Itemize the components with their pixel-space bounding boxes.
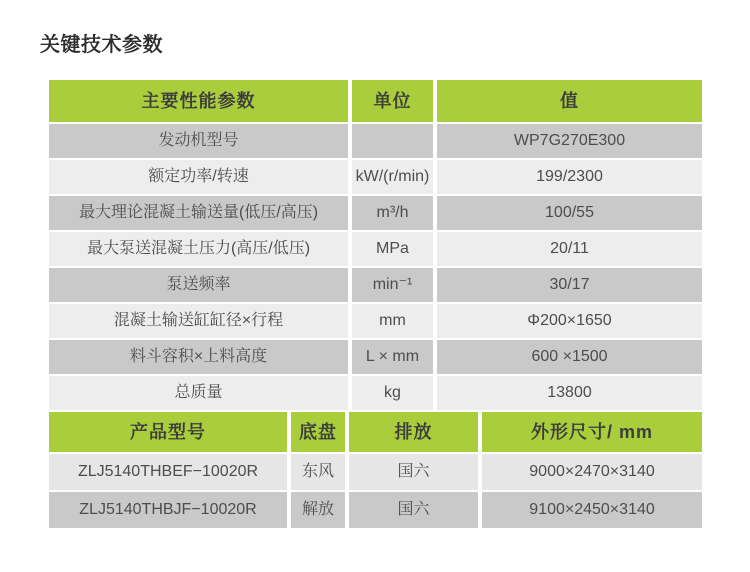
value-cell: 199/2300	[437, 160, 702, 194]
column-header-value: 值	[437, 80, 702, 122]
param-cell: 料斗容积×上料高度	[49, 340, 348, 374]
column-header-emission: 排放	[349, 412, 478, 452]
chassis-cell: 东风	[291, 454, 345, 490]
unit-cell: min⁻¹	[352, 268, 433, 302]
emission-cell: 国六	[349, 454, 478, 490]
unit-cell	[352, 124, 433, 158]
page-title: 关键技术参数	[40, 34, 163, 56]
column-header-parameter: 主要性能参数	[49, 80, 348, 122]
value-cell: 30/17	[437, 268, 702, 302]
param-cell: 总质量	[49, 376, 348, 410]
dimensions-cell: 9000×2470×3140	[482, 454, 702, 490]
chassis-cell: 解放	[291, 492, 345, 528]
value-cell: Φ200×1650	[437, 304, 702, 338]
param-cell: 最大泵送混凝土压力(高压/低压)	[49, 232, 348, 266]
unit-cell: kg	[352, 376, 433, 410]
column-header-model: 产品型号	[49, 412, 287, 452]
product-table	[49, 412, 702, 528]
unit-cell: kW/(r/min)	[352, 160, 433, 194]
column-header-dimensions: 外形尺寸/ mm	[482, 412, 702, 452]
unit-cell: L × mm	[352, 340, 433, 374]
value-cell: WP7G270E300	[437, 124, 702, 158]
param-cell: 混凝土输送缸缸径×行程	[49, 304, 348, 338]
param-cell: 泵送频率	[49, 268, 348, 302]
model-cell: ZLJ5140THBJF−10020R	[49, 492, 287, 528]
spec-table	[49, 80, 702, 410]
unit-cell: MPa	[352, 232, 433, 266]
column-header-unit: 单位	[352, 80, 433, 122]
model-cell: ZLJ5140THBEF−10020R	[49, 454, 287, 490]
value-cell: 13800	[437, 376, 702, 410]
emission-cell: 国六	[349, 492, 478, 528]
unit-cell: m³/h	[352, 196, 433, 230]
spec-tables	[49, 80, 702, 528]
value-cell: 100/55	[437, 196, 702, 230]
param-cell: 额定功率/转速	[49, 160, 348, 194]
unit-cell: mm	[352, 304, 433, 338]
param-cell: 最大理论混凝土输送量(低压/高压)	[49, 196, 348, 230]
dimensions-cell: 9100×2450×3140	[482, 492, 702, 528]
value-cell: 20/11	[437, 232, 702, 266]
value-cell: 600 ×1500	[437, 340, 702, 374]
column-header-chassis: 底盘	[291, 412, 345, 452]
param-cell: 发动机型号	[49, 124, 348, 158]
